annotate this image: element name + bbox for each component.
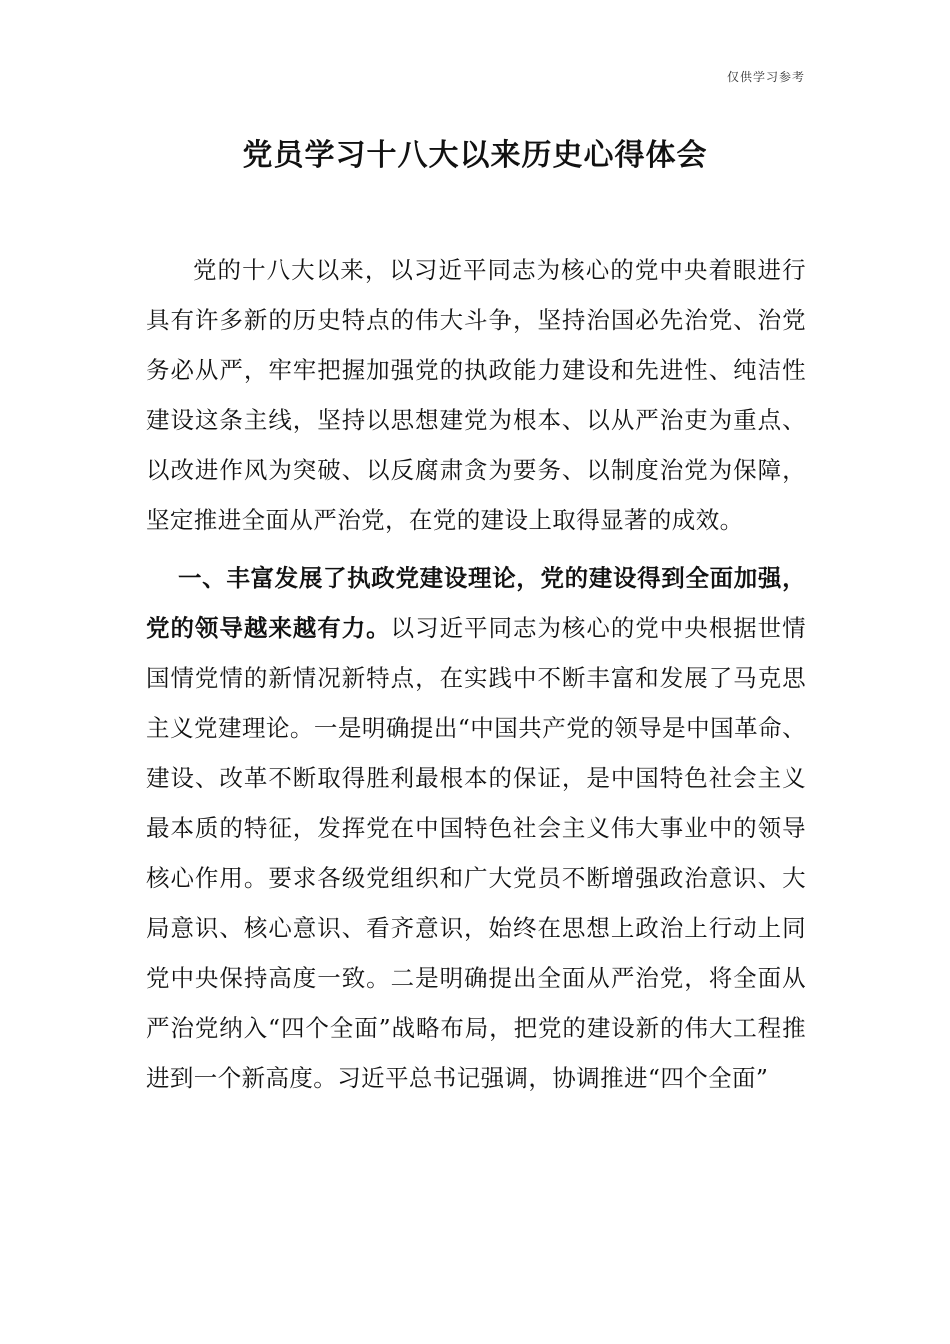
section-one-heading: 一、丰富发展了执政党建设理论，党的建设得到全面加强，党的领导越来越有力。 [146,564,806,642]
section-one-text: 以习近平同志为核心的党中央根据世情国情党情的新情况新特点，在实践中不断丰富和发展了马克思主义党建理论。一是明确提出“中国共产党的领导是中国革命、建设、改革不断取得胜利最根本的保证，是中国特色社会主义最本质的特征，发挥党在中国特色社会主义伟大事业中的领导核心作用。要求各级党组织和广大党员不断增强政治意识、大局意识、核心意识、看齐意识，始终在思想上政治上行动上同党中央保持高度一致。二是明确提出全面从严治党，将全面从严治党纳入“四个全面”战略布局，把党的建设新的伟大工程推进到一个新高度。习近平总书记强调，协调推进“四个全面” [146,614,806,1092]
paragraph-intro [146,245,806,545]
document-body [146,245,806,1103]
document-title: 党员学习十八大以来历史心得体会 [242,138,708,173]
paragraph-intro-text: 党的十八大以来，以习近平同志为核心的党中央着眼进行具有许多新的历史特点的伟大斗争，坚持治国必先治党、治党务必从严，牢牢把握加强党的执政能力建设和先进性、纯洁性建设这条主线，坚持以思想建党为根本、以从严治吏为重点、以改进作风为突破、以反腐肃贪为要务、以制度治党为保障，坚定推进全面从严治党，在党的建设上取得显著的成效。 [146,256,806,534]
paragraph-section-one [146,553,806,1103]
header-note: 仅供学习参考 [726,70,805,84]
